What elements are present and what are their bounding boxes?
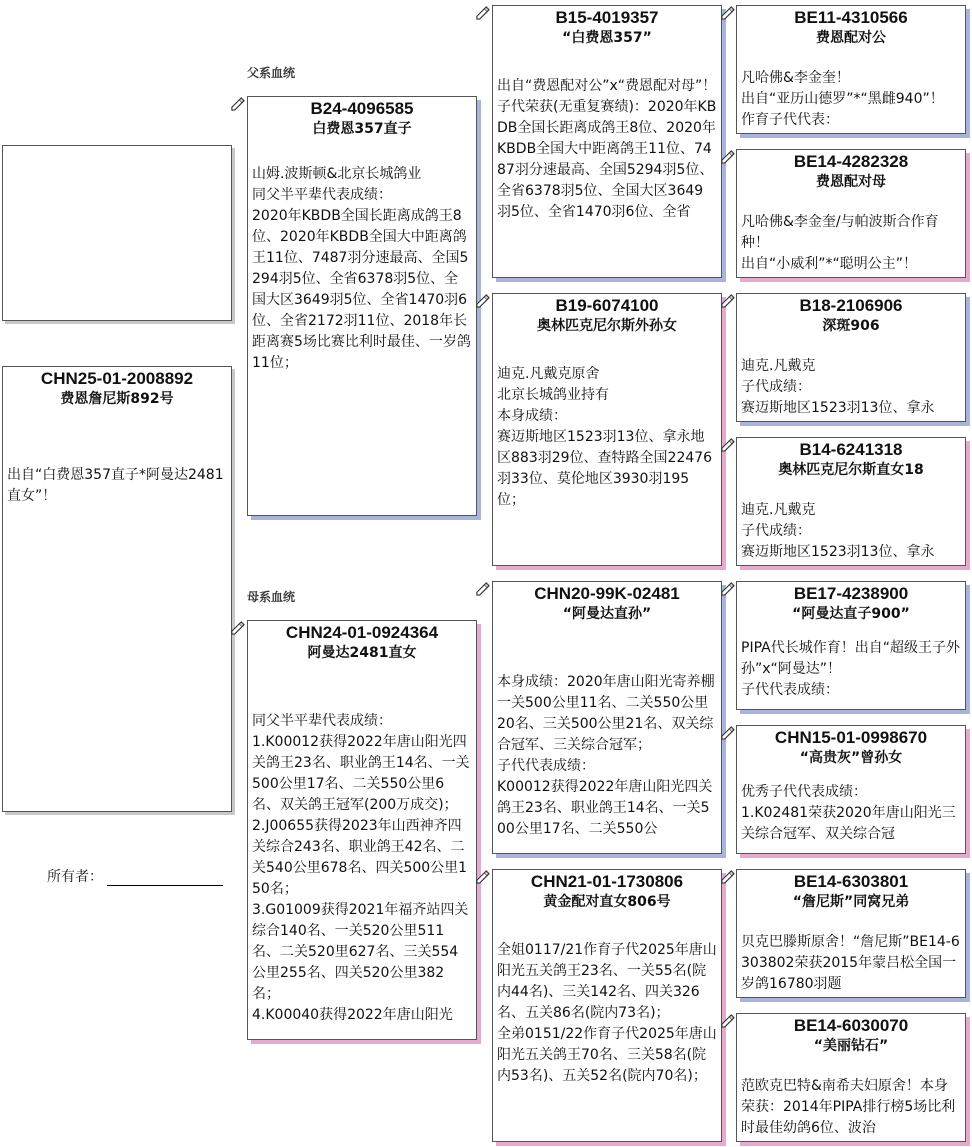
edit-pencil-icon[interactable] bbox=[720, 293, 735, 308]
dsd-name: “高贵灰”曾孙女 bbox=[799, 750, 903, 766]
dds-ring: BE14-6303801 bbox=[793, 872, 909, 891]
sire-dam-card bbox=[492, 293, 722, 566]
owner-label: 所有者： bbox=[47, 869, 103, 885]
sdd-desc: 迪克.凡戴克 子代成绩： 赛迈斯地区1523羽13位、拿永 bbox=[741, 502, 935, 560]
edit-pencil-icon[interactable] bbox=[720, 1013, 735, 1028]
owner-line[interactable] bbox=[107, 867, 223, 886]
sire-sire-name: “白费恩357” bbox=[562, 30, 652, 46]
sire-desc: 山姆.波斯顿&北京长城鸽业 同父半平辈代表成绩： 2020年KBDB全国长距离成鸽王8位、2020年KBDB全国大中距离鸽王11位、7487羽分速最高、全国5294羽5位、全省6378羽5位、全国大区3649羽5位、全省1470羽6位、全省2172羽11位、2018年长距离赛5场比赛比利时最佳、一岁鸽11位； bbox=[252, 166, 471, 371]
sdd-ring: B14-6241318 bbox=[799, 440, 903, 459]
ssd-name: 费恩配对母 bbox=[816, 174, 886, 190]
subject-card bbox=[2, 366, 232, 812]
edit-pencil-icon[interactable] bbox=[720, 149, 735, 164]
subject-ring: CHN25-01-2008892 bbox=[40, 369, 194, 388]
sdd-card bbox=[736, 437, 966, 566]
edit-pencil-icon[interactable] bbox=[230, 620, 245, 635]
dsd-ring: CHN15-01-0998670 bbox=[774, 728, 928, 747]
edit-pencil-icon[interactable] bbox=[720, 5, 735, 20]
dam-sire-name: “阿曼达直孙” bbox=[562, 606, 652, 622]
sire-sire-card bbox=[492, 5, 722, 278]
edit-pencil-icon[interactable] bbox=[720, 581, 735, 596]
dam-dam-ring: CHN21-01-1730806 bbox=[530, 872, 684, 891]
ddd-name: “美丽钻石” bbox=[813, 1038, 889, 1054]
dam-card bbox=[247, 620, 477, 1040]
owner-field bbox=[47, 866, 223, 886]
sire-sire-desc: 出自“费恩配对公”x“费恩配对母”！ 子代荣获(无重复赛绩)：2020年KBDB全国长距离成鸽王8位、2020年KBDB全国大中距离鸽王11位、7487羽分速最高、全国5294羽5位、全省6378羽5位、全国大区3649羽5位、全省1470羽6位、全省 bbox=[497, 78, 717, 220]
photo-placeholder bbox=[2, 145, 232, 321]
edit-pencil-icon[interactable] bbox=[475, 581, 490, 596]
dsd-card bbox=[736, 725, 966, 854]
dss-ring: BE17-4238900 bbox=[793, 584, 909, 603]
dss-name: “阿曼达直子900” bbox=[792, 606, 910, 622]
maternal-label: 母系血统 bbox=[247, 590, 296, 604]
dam-dam-card bbox=[492, 869, 722, 1142]
edit-pencil-icon[interactable] bbox=[475, 869, 490, 884]
paternal-label: 父系血统 bbox=[247, 66, 296, 80]
sire-dam-desc: 迪克.凡戴克原舍 北京长城鸽业持有 本身成绩： 赛迈斯地区1523羽13位、拿永地区883羽29位、查特路全国22476羽33位、莫伦地区3930羽195位； bbox=[497, 366, 713, 508]
sds-desc: 迪克.凡戴克 子代成绩： 赛迈斯地区1523羽13位、拿永 bbox=[741, 358, 935, 416]
sss-ring: BE11-4310566 bbox=[794, 8, 908, 27]
dds-card bbox=[736, 869, 966, 998]
sire-dam-ring: B19-6074100 bbox=[555, 296, 659, 315]
ddd-desc: 范欧克巴特&南希夫妇原舍！本身荣获：2014年PIPA排行榜5场比利时最佳幼鸽6位、波治 bbox=[741, 1078, 956, 1136]
dam-desc: 同父半平辈代表成绩： 1.K00012获得2022年唐山阳光四关鸽王23名、职业鸽王14名、一关500公里17名、二关550公里6名、双关鸽王冠军(200万成交)； 2.J00655获得2023年山西神齐四关综合243名、职业鸽王42名、二关540公里678名、四关500公里150名； 3.G01009获得2021年福齐站四关综合140名、一关520公里511名、二关520里627名、三关554公里255名、四关520公里382名； 4.K00040获得2022年唐山阳光 bbox=[252, 713, 470, 1023]
sds-name: 深斑906 bbox=[822, 318, 880, 334]
sdd-name: 奥林匹克尼尔斯直女18 bbox=[778, 462, 924, 478]
ddd-card bbox=[736, 1013, 966, 1142]
dam-sire-card bbox=[492, 581, 722, 854]
edit-pencil-icon[interactable] bbox=[720, 725, 735, 740]
dds-name: “詹尼斯”同窝兄弟 bbox=[792, 894, 910, 910]
dam-dam-desc: 全姐0117/21作育子代2025年唐山阳光五关鸽王23名、一关55名(院内44名)、三关142名、四关326名、五关86名(院内73名)； 全弟0151/22作育子代2025年唐山阳光五关鸽王70名、三关58名(院内53名)、五关52名(院内70名)； bbox=[497, 942, 717, 1084]
sire-dam-name: 奥林匹克尼尔斯外孙女 bbox=[537, 318, 677, 334]
edit-pencil-icon[interactable] bbox=[230, 96, 245, 111]
edit-pencil-icon[interactable] bbox=[720, 869, 735, 884]
dam-ring: CHN24-01-0924364 bbox=[285, 623, 439, 642]
sss-card bbox=[736, 5, 966, 134]
dss-desc: PIPA代长城作育！出自“超级王子外孙”x“阿曼达”！ 子代代表成绩： bbox=[741, 640, 960, 698]
sss-name: 费恩配对公 bbox=[816, 30, 886, 46]
ssd-desc: 凡哈佛&李金奎/与帕波斯合作育种！ 出自“小威利”*“聪明公主”！ bbox=[741, 214, 939, 272]
dss-card bbox=[736, 581, 966, 710]
edit-pencil-icon[interactable] bbox=[475, 5, 490, 20]
sire-card bbox=[247, 96, 477, 516]
ssd-ring: BE14-4282328 bbox=[793, 152, 909, 171]
sire-name: 白费恩357直子 bbox=[312, 121, 412, 137]
sss-desc: 凡哈佛&李金奎！ 出自“亚历山德罗”*“黑雌940”！ 作育子代代表： bbox=[741, 70, 944, 128]
ddd-ring: BE14-6030070 bbox=[793, 1016, 909, 1035]
dam-sire-desc: 本身成绩：2020年唐山阳光寄养棚一关500公里11名、二关550公里20名、三关500公里21名、双关综合冠军、三关综合冠军； 子代代表成绩： K00012获得2022年唐山阳光四关鸽王23名、职业鸽王14名、一关500公里17名、二关550公 bbox=[497, 674, 715, 837]
dam-dam-name: 黄金配对直女806号 bbox=[543, 894, 671, 910]
sds-ring: B18-2106906 bbox=[799, 296, 903, 315]
edit-pencil-icon[interactable] bbox=[720, 437, 735, 452]
sds-card bbox=[736, 293, 966, 422]
subject-desc: 出自“白费恩357直子*阿曼达2481直女”！ bbox=[7, 467, 224, 504]
dam-name: 阿曼达2481直女 bbox=[307, 645, 417, 661]
sire-ring: B24-4096585 bbox=[310, 99, 414, 118]
sire-sire-ring: B15-4019357 bbox=[555, 8, 659, 27]
subject-name: 费恩詹尼斯892号 bbox=[60, 391, 174, 407]
ssd-card bbox=[736, 149, 966, 278]
dds-desc: 贝克巴滕斯原舍！“詹尼斯”BE14-6303802荣获2015年蒙吕松全国一岁鸽16780羽题 bbox=[741, 934, 960, 992]
dam-sire-ring: CHN20-99K-02481 bbox=[534, 584, 680, 603]
edit-pencil-icon[interactable] bbox=[475, 293, 490, 308]
dsd-desc: 优秀子代代表成绩： 1.K02481荣获2020年唐山阳光三关综合冠军、双关综合冠 bbox=[741, 784, 956, 842]
